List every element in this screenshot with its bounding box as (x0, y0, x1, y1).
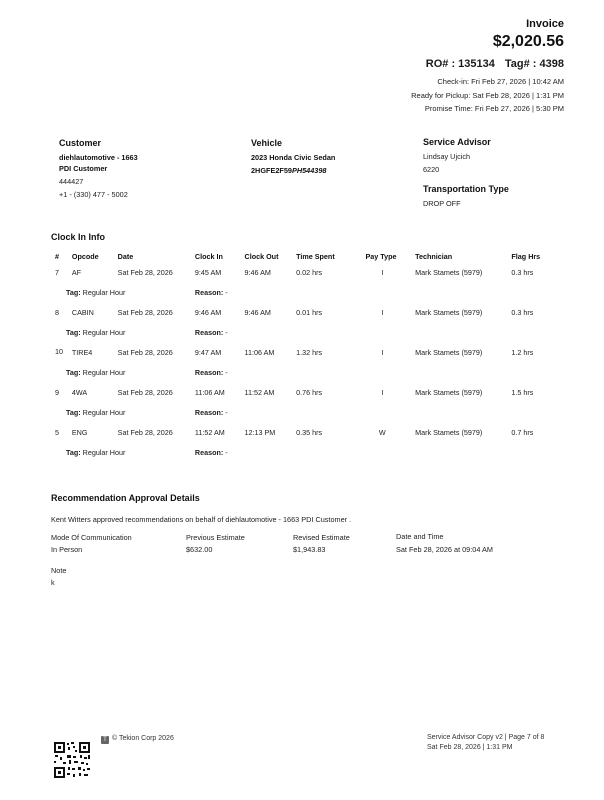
service-advisor-label: Service Advisor (423, 137, 491, 147)
reason-label: Reason: (194, 367, 224, 377)
note-value: k (51, 578, 55, 587)
cell-date: Sat Feb 28, 2026 (117, 267, 173, 277)
tag-cell (55, 401, 195, 423)
datetime-value: Sat Feb 28, 2026 at 09:04 AM (396, 545, 493, 554)
table-row-tag (55, 441, 565, 463)
table-row (55, 263, 565, 281)
cell-clock-out: 9:46 AM (244, 267, 271, 277)
cell-num: 7 (55, 267, 59, 277)
col-header-date: Date (117, 251, 134, 261)
prev-estimate-label: Previous Estimate (186, 533, 245, 542)
recommendation-statement: Kent Witters approved recommendations on behalf of diehlautomotive - 1663 PDI Customer . (51, 515, 352, 524)
datetime-label: Date and Time (396, 532, 444, 541)
reason-cell (195, 361, 565, 383)
cell-flag-hrs: 1.2 hrs (511, 347, 534, 357)
revised-estimate (293, 532, 350, 555)
cell-date: Sat Feb 28, 2026 (117, 307, 173, 317)
cell-time-spent: 0.01 hrs (296, 307, 323, 317)
reason-value: - (225, 407, 228, 417)
cell-opcode: AF (71, 267, 82, 277)
cell-num: 10 (55, 347, 63, 356)
cell-flag-hrs: 1.5 hrs (511, 387, 534, 397)
vehicle-label: Vehicle (251, 138, 283, 148)
cell-clock-out: 9:46 AM (244, 307, 271, 317)
col-header-technician: Technician (415, 251, 453, 261)
cell-pay-type: I (381, 307, 384, 317)
table-row-tag (55, 281, 565, 303)
clock-in-title: Clock In Info (51, 232, 105, 242)
table-row-tag (55, 401, 565, 423)
customer-phone: +1 - (330) 477 - 5002 (59, 190, 128, 199)
customer-name-line1: diehlautomotive - 1663 (59, 153, 138, 162)
cell-clock-out: 11:52 AM (244, 387, 275, 397)
col-header-clock-in: Clock In (194, 251, 223, 261)
note-section (51, 565, 66, 588)
revised-estimate-label: Revised Estimate (293, 533, 350, 542)
col-header-pay-type: Pay Type (365, 251, 397, 261)
tag-value: Regular Hour (82, 447, 126, 457)
cell-opcode: TIRE4 (71, 347, 93, 357)
cell-flag-hrs: 0.7 hrs (511, 427, 534, 437)
cell-technician: Mark Stamets (5979) (415, 427, 483, 437)
cell-date: Sat Feb 28, 2026 (117, 387, 173, 397)
mode-value: In Person (51, 545, 83, 554)
table-row-tag (55, 361, 565, 383)
cell-pay-type: I (381, 267, 384, 277)
cell-pay-type: I (381, 387, 384, 397)
promise-time: Promise Time: Fri Feb 27, 2026 | 5:30 PM (424, 104, 564, 113)
cell-time-spent: 1.32 hrs (296, 347, 323, 357)
reason-cell (195, 441, 565, 463)
table-row (55, 303, 565, 321)
reason-label: Reason: (194, 327, 224, 337)
mode-of-communication (51, 532, 132, 555)
invoice-title: Invoice (526, 18, 564, 30)
tag-label: Tag: (66, 327, 81, 337)
customer-name-line2: PDI Customer (59, 164, 108, 173)
ro-tag-line (416, 58, 564, 70)
reason-label: Reason: (194, 407, 224, 417)
transportation-label: Transportation Type (423, 184, 509, 194)
cell-num: 5 (55, 427, 59, 437)
reason-cell (195, 401, 565, 423)
transportation-value: DROP OFF (423, 199, 461, 208)
qr-code-graphic (53, 741, 91, 779)
tag-label: Tag: (66, 367, 81, 377)
tag-value: Regular Hour (82, 287, 126, 297)
cell-time-spent: 0.76 hrs (296, 387, 323, 397)
cell-time-spent: 0.35 hrs (296, 427, 323, 437)
footer-copy-info: Service Advisor Copy v2 | Page 7 of 8 (427, 734, 545, 741)
cell-num: 9 (55, 387, 59, 397)
cell-clock-in: 9:45 AM (194, 267, 222, 277)
table-row (55, 383, 565, 401)
cell-clock-in: 11:06 AM (194, 387, 225, 397)
tag-cell (55, 321, 195, 343)
tag-value: Regular Hour (82, 367, 126, 377)
footer-printed-at: Sat Feb 28, 2026 | 1:31 PM (427, 744, 513, 751)
cell-flag-hrs: 0.3 hrs (511, 267, 534, 277)
cell-clock-in: 11:52 AM (194, 427, 225, 437)
col-header-clock-out: Clock Out (244, 251, 279, 261)
cell-date: Sat Feb 28, 2026 (117, 427, 173, 437)
invoice-amount: $2,020.56 (492, 33, 564, 50)
recommendation-title: Recommendation Approval Details (51, 493, 200, 503)
service-advisor-id: 6220 (423, 165, 440, 174)
col-header-time-spent: Time Spent (296, 251, 335, 261)
cell-num: 8 (55, 307, 59, 317)
cell-clock-out: 12:13 PM (244, 427, 276, 437)
reason-cell (195, 281, 565, 303)
reason-value: - (225, 367, 228, 377)
cell-technician: Mark Stamets (5979) (415, 267, 483, 277)
cell-time-spent: 0.02 hrs (296, 267, 323, 277)
table-row-tag (55, 321, 565, 343)
note-label: Note (51, 566, 67, 575)
vehicle-vin (251, 165, 335, 176)
reason-value: - (225, 287, 228, 297)
footer-page-info (427, 733, 544, 753)
previous-estimate (186, 532, 245, 555)
mode-label: Mode Of Communication (51, 533, 132, 542)
reason-value: - (225, 447, 228, 457)
reason-label: Reason: (194, 287, 224, 297)
prev-estimate-value: $632.00 (186, 545, 213, 554)
tag-label: Tag: (66, 407, 81, 417)
cell-opcode: CABIN (71, 307, 94, 317)
vin-suffix: PH544398 (291, 166, 327, 175)
table-row (55, 343, 565, 361)
clock-in-header-row (55, 249, 565, 263)
qr-code-icon (53, 741, 91, 779)
ready-for-pickup-time: Ready for Pickup: Sat Feb 28, 2026 | 1:31 PM (411, 91, 564, 100)
footer-copyright: © Tekion Corp 2026 (112, 735, 174, 742)
tag-label: Tag: (66, 287, 81, 297)
tekion-logo-icon: T (101, 736, 109, 744)
cell-clock-in: 9:46 AM (194, 307, 222, 317)
cell-technician: Mark Stamets (5979) (415, 347, 483, 357)
check-in-time: Check-in: Fri Feb 27, 2026 | 10:42 AM (437, 77, 564, 86)
vehicle-section (251, 138, 335, 176)
customer-id: 444427 (59, 177, 84, 186)
reason-label: Reason: (194, 447, 224, 457)
service-advisor-section (423, 137, 509, 209)
col-header-opcode: Opcode (71, 251, 99, 261)
cell-pay-type: W (378, 427, 386, 437)
ro-number: RO# : 135134 (425, 58, 495, 70)
customer-label: Customer (59, 138, 102, 148)
cell-flag-hrs: 0.3 hrs (511, 307, 534, 317)
col-header-flag-hrs: Flag Hrs (511, 251, 541, 261)
customer-section (59, 138, 138, 200)
approval-datetime (396, 531, 493, 555)
tag-cell (55, 281, 195, 303)
vin-prefix: 2HGFE2F59 (251, 166, 292, 175)
reason-cell (195, 321, 565, 343)
vehicle-model: 2023 Honda Civic Sedan (251, 153, 336, 162)
tag-value: Regular Hour (82, 407, 126, 417)
service-advisor-name: Lindsay Ujcich (423, 152, 471, 161)
tag-number: Tag# : 4398 (504, 58, 564, 70)
cell-opcode: 4WA (71, 387, 88, 397)
tag-label: Tag: (66, 447, 81, 457)
cell-clock-in: 9:47 AM (194, 347, 222, 357)
cell-technician: Mark Stamets (5979) (415, 387, 483, 397)
cell-date: Sat Feb 28, 2026 (117, 347, 173, 357)
col-header-num: # (55, 251, 59, 261)
clock-in-table (55, 249, 565, 463)
revised-estimate-value: $1,943.83 (293, 545, 326, 554)
reason-value: - (225, 327, 228, 337)
cell-opcode: ENG (71, 427, 88, 437)
cell-technician: Mark Stamets (5979) (415, 307, 483, 317)
cell-pay-type: I (381, 347, 384, 357)
tag-cell (55, 361, 195, 383)
cell-clock-out: 11:06 AM (244, 347, 275, 357)
table-row (55, 423, 565, 441)
tag-cell (55, 441, 195, 463)
tag-value: Regular Hour (82, 327, 126, 337)
